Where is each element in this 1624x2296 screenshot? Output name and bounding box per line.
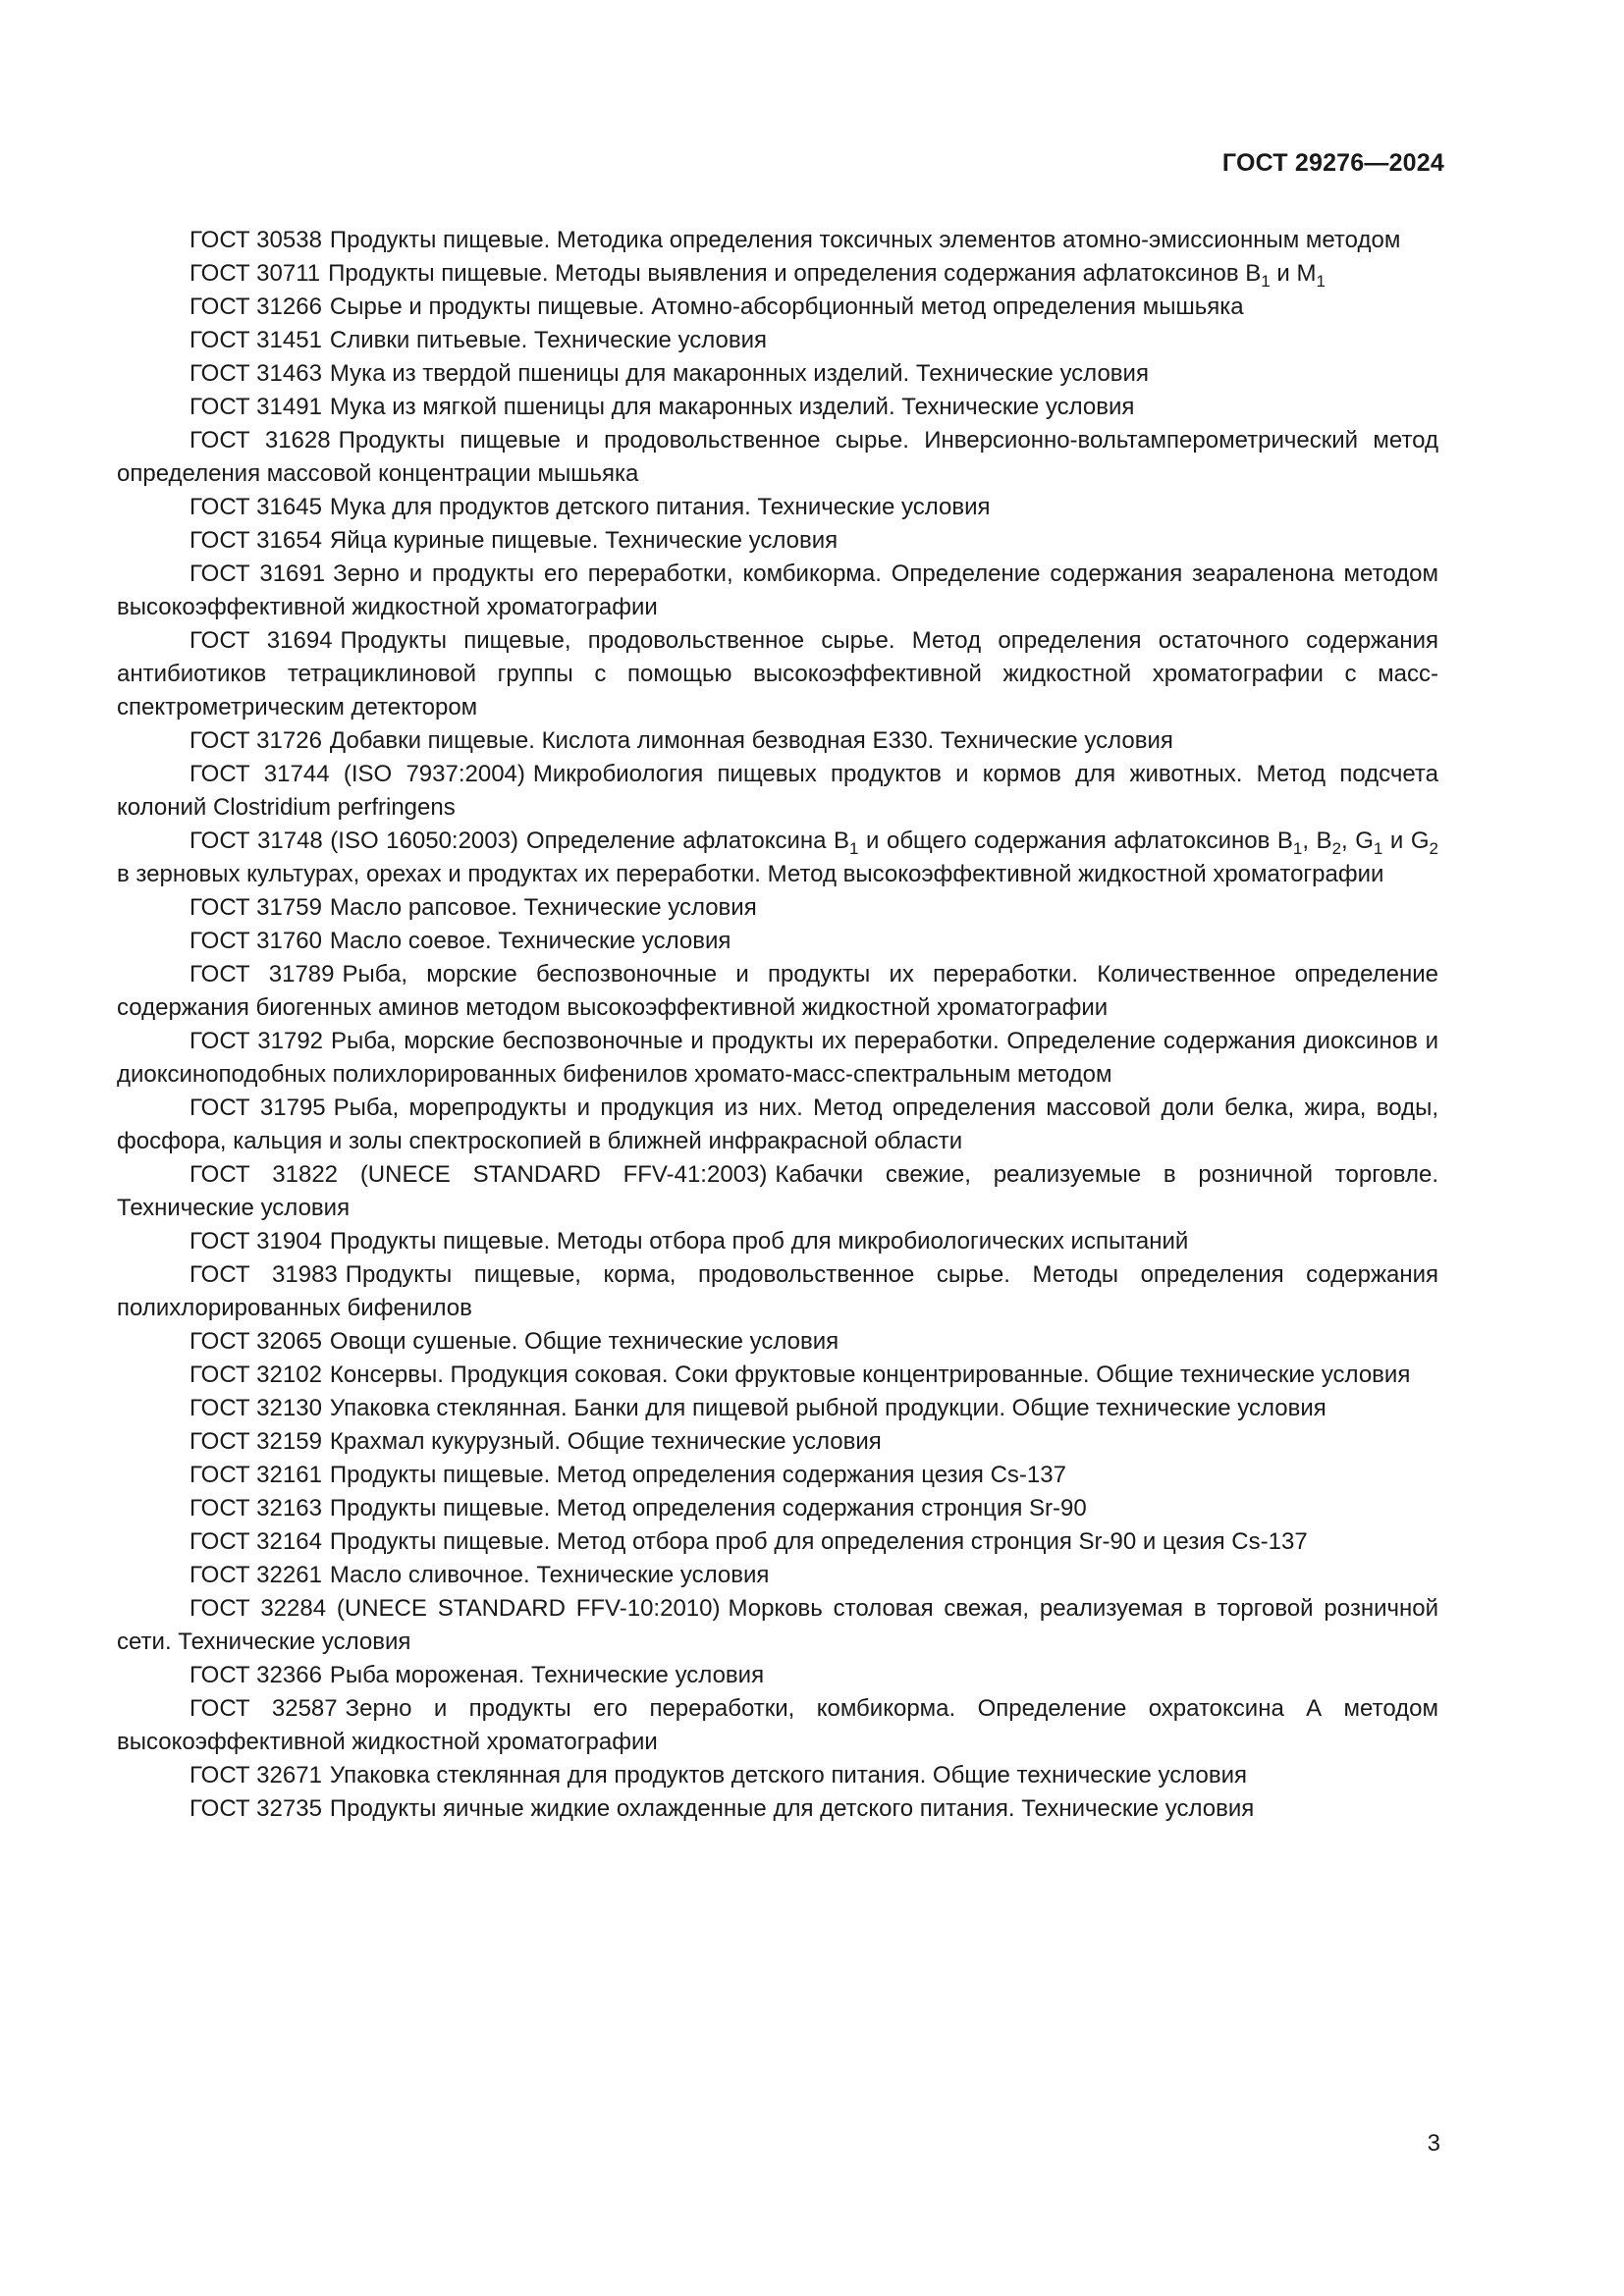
reference-entry	[117, 1792, 1438, 1826]
reference-code: ГОСТ 31726	[189, 727, 322, 754]
reference-title: Продукты пищевые. Методы выявления и определения содержания афлатоксинов В	[328, 260, 1262, 287]
reference-title-part: , В	[1302, 828, 1332, 854]
reference-title-part: и общего содержания афлатоксинов В	[858, 828, 1293, 854]
reference-entry	[117, 1459, 1438, 1492]
reference-entry	[117, 1592, 1438, 1659]
reference-entry	[117, 524, 1438, 558]
reference-title-part: и М	[1270, 260, 1317, 287]
reference-code: ГОСТ 30711	[189, 260, 321, 287]
reference-code: ГОСТ 31451	[189, 327, 322, 353]
reference-entry	[117, 424, 1438, 491]
reference-code: ГОСТ 32587	[189, 1695, 338, 1722]
reference-entry	[117, 758, 1438, 825]
reference-entry	[117, 1392, 1438, 1425]
reference-code: ГОСТ 31691	[189, 561, 326, 587]
reference-title: Продукты пищевые. Метод отбора проб для определения стронция Sr-90 и цезия Cs-137	[329, 1528, 1308, 1555]
reference-title: Сырье и продукты пищевые. Атомно-абсорбционный метод определения мышьяка	[329, 294, 1244, 320]
reference-code: ГОСТ 32671	[189, 1762, 322, 1789]
reference-entry	[117, 1225, 1438, 1258]
reference-title: Продукты пищевые. Методы отбора проб для микробиологических испытаний	[329, 1228, 1189, 1255]
reference-title: Рыба, морские беспозвоночные и продукты их переработки. Количественное определение содержания биогенных аминов методом высокоэффективной жидкостной хроматографии	[117, 961, 1439, 1021]
reference-title: Сливки питьевые. Технические условия	[329, 327, 767, 353]
reference-title: Продукты яичные жидкие охлажденные для детского питания. Технические условия	[329, 1795, 1255, 1822]
subscript: 2	[1331, 839, 1342, 858]
reference-title: Масло соевое. Технические условия	[329, 928, 731, 954]
reference-title: Мука из твердой пшеницы для макаронных изделий. Технические условия	[329, 360, 1149, 387]
reference-entry	[117, 1559, 1438, 1592]
reference-title: Морковь столовая свежая, реализуемая в торговой розничной сети. Технические условия	[117, 1595, 1438, 1655]
reference-entry	[117, 391, 1438, 424]
reference-entry	[117, 1425, 1438, 1459]
reference-code: ГОСТ 31795	[189, 1095, 326, 1121]
reference-entry	[117, 257, 1438, 291]
reference-title: Крахмал кукурузный. Общие технические условия	[329, 1428, 882, 1455]
reference-entry	[117, 1692, 1438, 1759]
reference-code: ГОСТ 31759	[189, 894, 322, 921]
subscript: 1	[849, 839, 859, 858]
reference-entry	[117, 1359, 1438, 1392]
reference-code: ГОСТ 31645	[189, 494, 322, 520]
reference-entry	[117, 291, 1438, 324]
reference-entry	[117, 825, 1438, 891]
reference-code: ГОСТ 31789	[189, 961, 335, 988]
reference-code: ГОСТ 31904	[189, 1228, 322, 1255]
reference-title: Рыба, морские беспозвоночные и продукты их переработки. Определение содержания диоксинов и диоксиноподобных полихлорированных бифенилов хромато-масс-спектральным методом	[117, 1028, 1438, 1088]
reference-code: ГОСТ 32163	[189, 1495, 322, 1522]
reference-entry	[117, 624, 1438, 724]
reference-code: ГОСТ 32159	[189, 1428, 322, 1455]
reference-entry	[117, 1759, 1438, 1792]
reference-title: Кабачки свежие, реализуемые в розничной торговле. Технические условия	[117, 1161, 1438, 1221]
reference-code: ГОСТ 31744 (ISO 7937:2004)	[189, 761, 525, 787]
reference-title: Мука из мягкой пшеницы для макаронных изделий. Технические условия	[329, 394, 1135, 420]
subscript: 1	[1261, 272, 1271, 291]
reference-title: Продукты пищевые, продовольственное сырье. Метод определения остаточного содержания антибиотиков тетрациклиновой группы с помощью высокоэффективной жидкостной хроматографии с масс-спектрометрическим детектором	[117, 627, 1438, 721]
reference-title: Зерно и продукты его переработки, комбикорма. Определение содержания зеараленона методом высокоэффективной жидкостной хроматографии	[117, 561, 1438, 620]
reference-title: Овощи сушеные. Общие технические условия	[329, 1328, 839, 1355]
reference-code: ГОСТ 31792	[189, 1028, 324, 1054]
reference-title: Упаковка стеклянная для продуктов детского питания. Общие технические условия	[329, 1762, 1247, 1789]
reference-title: Рыба мороженая. Технические условия	[329, 1662, 765, 1688]
normative-references-list	[117, 224, 1438, 1826]
reference-entry	[117, 1525, 1438, 1559]
reference-code: ГОСТ 31654	[189, 527, 322, 554]
reference-title-part: в зерновых культурах, орехах и продуктах их переработки. Метод высокоэффективной жидкостной хроматографии	[117, 861, 1384, 887]
reference-code: ГОСТ 32735	[189, 1795, 322, 1822]
reference-entry	[117, 357, 1438, 391]
reference-entry	[117, 925, 1438, 958]
reference-code: ГОСТ 32065	[189, 1328, 322, 1355]
reference-entry	[117, 1659, 1438, 1692]
reference-code: ГОСТ 31694	[189, 627, 333, 654]
reference-title: Продукты пищевые. Методика определения токсичных элементов атомно-эмиссионным методом	[329, 227, 1401, 253]
reference-code: ГОСТ 32161	[189, 1462, 322, 1488]
reference-title: Продукты пищевые и продовольственное сырье. Инверсионно-вольтамперометрический метод определения массовой концентрации мышьяка	[117, 427, 1438, 487]
reference-code: ГОСТ 32164	[189, 1528, 322, 1555]
reference-title: Определение афлатоксина В	[525, 828, 850, 854]
reference-title: Зерно и продукты его переработки, комбикорма. Определение охратоксина А методом высокоэффективной жидкостной хроматографии	[117, 1695, 1439, 1755]
reference-title: Добавки пищевые. Кислота лимонная безводная Е330. Технические условия	[329, 727, 1173, 754]
reference-entry	[117, 491, 1438, 524]
reference-code: ГОСТ 31463	[189, 360, 322, 387]
reference-title: Масло сливочное. Технические условия	[329, 1562, 770, 1588]
reference-title: Масло рапсовое. Технические условия	[329, 894, 757, 921]
reference-title: Консервы. Продукция соковая. Соки фруктовые концентрированные. Общие технические условия	[329, 1362, 1411, 1388]
reference-code: ГОСТ 30538	[189, 227, 322, 253]
reference-entry	[117, 1258, 1438, 1325]
reference-code: ГОСТ 32366	[189, 1662, 322, 1688]
reference-entry	[117, 724, 1438, 758]
reference-code: ГОСТ 31266	[189, 294, 322, 320]
reference-title: Микробиология пищевых продуктов и кормов для животных. Метод подсчета колоний Clostridium perfringens	[117, 761, 1439, 821]
reference-title-part: , G	[1341, 828, 1374, 854]
subscript: 1	[1316, 272, 1326, 291]
reference-entry	[117, 1158, 1438, 1225]
reference-code: ГОСТ 31760	[189, 928, 322, 954]
reference-entry	[117, 958, 1438, 1025]
reference-title: Яйца куриные пищевые. Технические условия	[329, 527, 839, 554]
reference-code: ГОСТ 31822 (UNECE STANDARD FFV-41:2003)	[189, 1161, 768, 1188]
reference-title: Продукты пищевые. Метод определения содержания цезия Cs-137	[329, 1462, 1066, 1488]
reference-code: ГОСТ 32102	[189, 1362, 322, 1388]
reference-code: ГОСТ 31491	[189, 394, 322, 420]
reference-code: ГОСТ 32284 (UNECE STANDARD FFV-10:2010)	[189, 1595, 721, 1622]
reference-entry	[117, 224, 1438, 257]
document-header: ГОСТ 29276—2024	[1221, 149, 1444, 177]
reference-title-part: и G	[1382, 828, 1430, 854]
reference-title: Продукты пищевые, корма, продовольственное сырье. Методы определения содержания полихлорированных бифенилов	[117, 1261, 1438, 1321]
reference-entry	[117, 891, 1438, 925]
page-number: 3	[1427, 2130, 1440, 2157]
reference-entry	[117, 558, 1438, 624]
reference-code: ГОСТ 32261	[189, 1562, 322, 1588]
reference-title: Продукты пищевые. Метод определения содержания стронция Sr-90	[329, 1495, 1087, 1522]
reference-title: Рыба, морепродукты и продукция из них. Метод определения массовой доли белка, жира, воды, фосфора, кальция и золы спектроскопией в ближней инфракрасной области	[117, 1095, 1439, 1154]
reference-code: ГОСТ 31628	[189, 427, 331, 454]
reference-entry	[117, 1025, 1438, 1092]
reference-entry	[117, 1325, 1438, 1359]
reference-entry	[117, 1492, 1438, 1525]
subscript: 1	[1373, 839, 1383, 858]
reference-title: Упаковка стеклянная. Банки для пищевой рыбной продукции. Общие технические условия	[329, 1395, 1326, 1421]
reference-code: ГОСТ 32130	[189, 1395, 322, 1421]
reference-entry	[117, 324, 1438, 357]
subscript: 1	[1292, 839, 1303, 858]
reference-title: Мука для продуктов детского питания. Технические условия	[329, 494, 991, 520]
reference-code: ГОСТ 31748 (ISO 16050:2003)	[189, 828, 518, 854]
reference-entry	[117, 1092, 1438, 1158]
subscript: 2	[1429, 839, 1438, 858]
reference-code: ГОСТ 31983	[189, 1261, 338, 1288]
